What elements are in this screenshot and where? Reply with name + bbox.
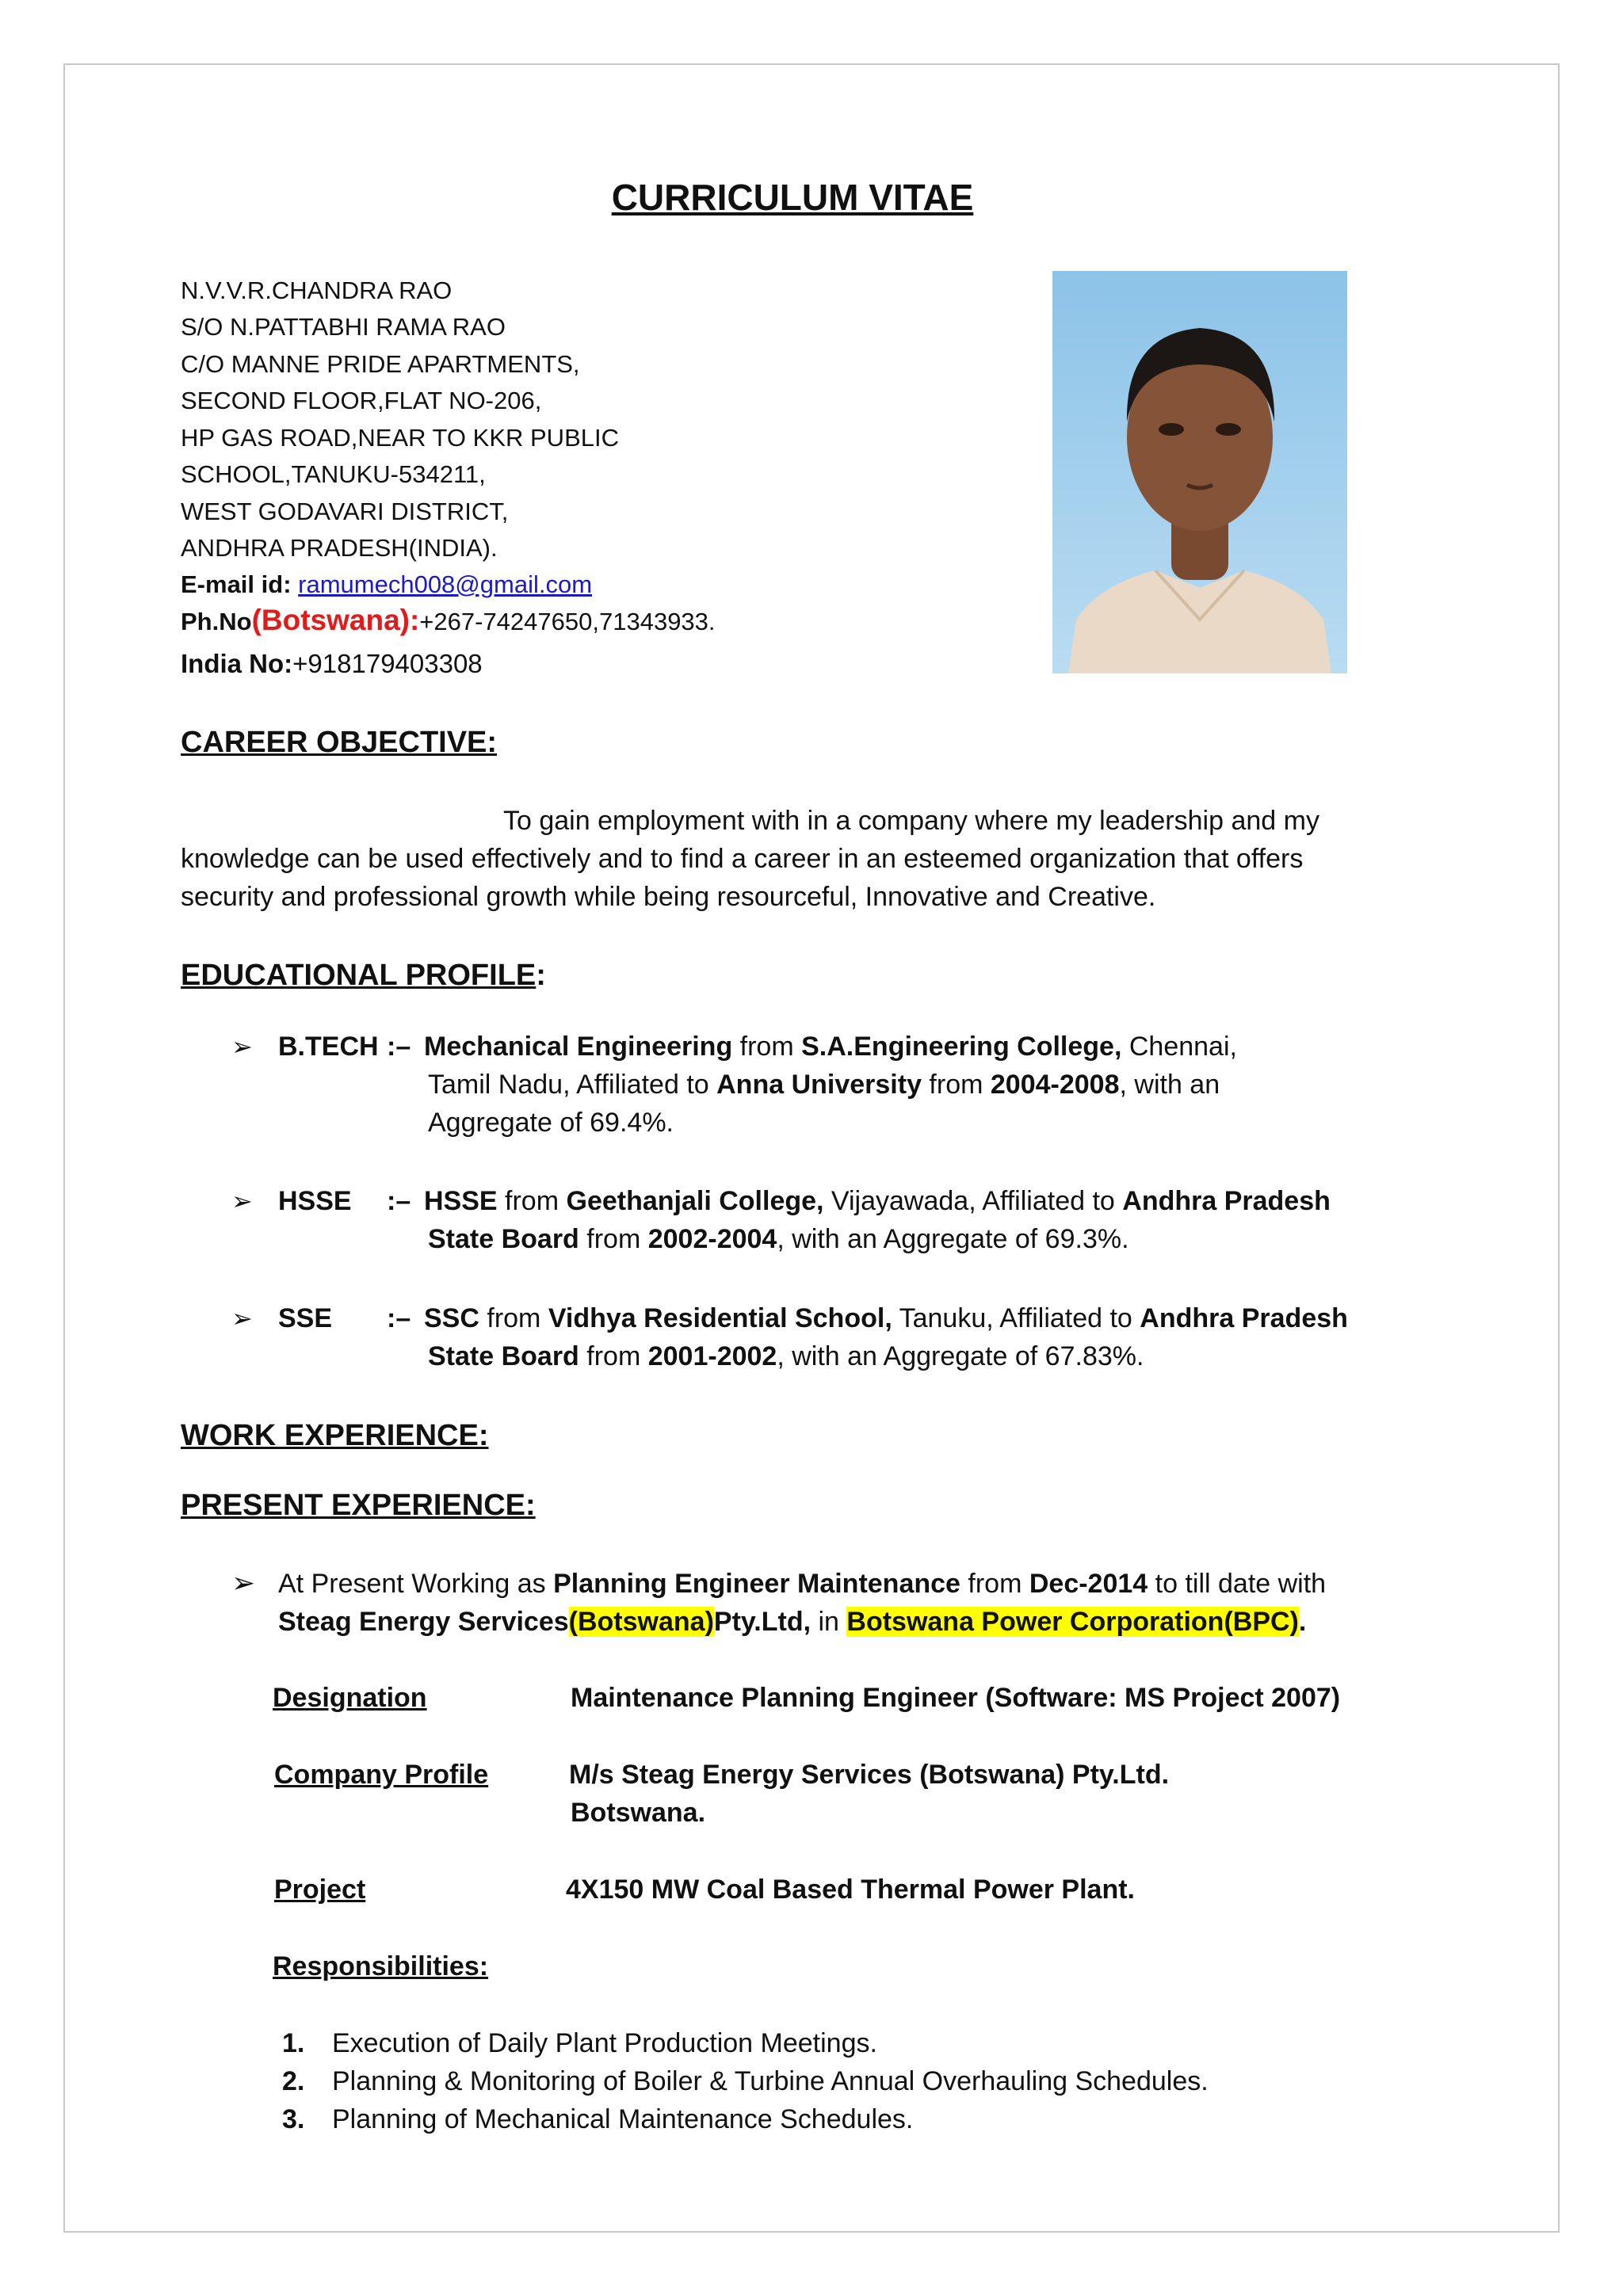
company-profile-value: Botswana. xyxy=(571,1798,706,1828)
responsibilities-label: Responsibilities: xyxy=(273,1951,489,1981)
edu-hsse-line2: State Board from 2002-2004, with an Aggregate of 69.3%. xyxy=(428,1224,1129,1254)
work-present-line2: Steag Energy Services(Botswana)Pty.Ltd, in Botswana Power Corporation(BPC). xyxy=(278,1607,1307,1637)
edu-label-sse: SSE xyxy=(278,1303,333,1333)
arrowhead-bullet-icon: ➢ xyxy=(231,1566,256,1599)
person-portrait-icon xyxy=(1052,271,1347,673)
project-value: 4X150 MW Coal Based Thermal Power Plant. xyxy=(566,1875,1136,1905)
company-profile-value: M/s Steag Energy Services (Botswana) Pty.Ltd. xyxy=(569,1760,1170,1790)
address-line: SECOND FLOOR,FLAT NO-206, xyxy=(181,387,542,414)
edu-btech-line2: Tamil Nadu, Affiliated to Anna University from 2004-2008, with an xyxy=(428,1070,1220,1100)
address-line: N.V.V.R.CHANDRA RAO xyxy=(181,277,453,304)
address-line: WEST GODAVARI DISTRICT, xyxy=(181,498,509,525)
profile-photo xyxy=(1052,271,1347,673)
address-line: HP GAS ROAD,NEAR TO KKR PUBLIC xyxy=(181,424,619,452)
india-phone-row xyxy=(181,646,483,683)
india-label: India No: xyxy=(181,649,293,678)
career-objective-text: knowledge can be used effectively and to find a career in an esteemed organization that offers xyxy=(181,844,1304,874)
phone-label: Ph.No xyxy=(181,608,252,635)
edu-sse-line1: SSC from Vidhya Residential School, Tanuku, Affiliated to Andhra Pradesh xyxy=(424,1303,1348,1333)
career-objective-text: To gain employment with in a company where my leadership and my xyxy=(503,806,1319,836)
project-label: Project xyxy=(274,1875,366,1905)
phone-country: (Botswana): xyxy=(251,604,420,636)
list-item: Execution of Daily Plant Production Meetings. xyxy=(332,2028,877,2058)
arrowhead-bullet-icon: ➢ xyxy=(231,1304,253,1333)
email-row xyxy=(181,566,592,604)
list-item: Planning & Monitoring of Boiler & Turbine Annual Overhauling Schedules. xyxy=(332,2066,1209,2096)
page-title: CURRICULUM VITAE xyxy=(611,177,974,218)
work-present-line1: At Present Working as Planning Engineer Maintenance from Dec-2014 to till date with xyxy=(278,1569,1327,1599)
email-link[interactable]: ramumech008@gmail.com xyxy=(298,570,593,598)
educational-profile-heading: EDUCATIONAL PROFILE: xyxy=(181,959,546,992)
arrowhead-bullet-icon: ➢ xyxy=(231,1032,253,1061)
email-label: E-mail id: xyxy=(181,570,292,598)
address-line: ANDHRA PRADESH(INDIA). xyxy=(181,534,498,562)
edu-hsse-line1: HSSE from Geethanjali College, Vijayawada, Affiliated to Andhra Pradesh xyxy=(424,1186,1331,1216)
work-experience-heading: WORK EXPERIENCE: xyxy=(181,1419,489,1452)
address-line: S/O N.PATTABHI RAMA RAO xyxy=(181,313,506,341)
edu-sep: :– xyxy=(387,1303,411,1333)
company-profile-label: Company Profile xyxy=(274,1760,489,1790)
india-number: +918179403308 xyxy=(292,649,483,678)
present-experience-heading: PRESENT EXPERIENCE: xyxy=(181,1489,536,1522)
list-item-number: 1. xyxy=(282,2028,305,2058)
career-objective-heading: CAREER OBJECTIVE: xyxy=(181,726,498,759)
designation-value: Maintenance Planning Engineer (Software: MS Project 2007) xyxy=(571,1683,1341,1713)
arrowhead-bullet-icon: ➢ xyxy=(231,1187,253,1215)
career-objective-text: security and professional growth while being resourceful, Innovative and Creative. xyxy=(181,882,1156,912)
edu-btech-line3: Aggregate of 69.4%. xyxy=(428,1108,674,1138)
phone-numbers: +267-74247650,71343933. xyxy=(419,608,716,635)
edu-label-hsse: HSSE xyxy=(278,1186,352,1216)
phone-row xyxy=(181,602,716,641)
list-item: Planning of Mechanical Maintenance Schedules. xyxy=(332,2104,914,2134)
edu-sep: :– xyxy=(387,1186,411,1216)
edu-sse-line2: State Board from 2001-2002, with an Aggregate of 67.83%. xyxy=(428,1341,1144,1371)
edu-sep: :– xyxy=(387,1032,411,1062)
edu-label-btech: B.TECH xyxy=(278,1032,379,1062)
edu-btech-line1: Mechanical Engineering from S.A.Engineering College, Chennai, xyxy=(424,1032,1237,1062)
address-line: SCHOOL,TANUKU-534211, xyxy=(181,460,486,488)
list-item-number: 2. xyxy=(282,2066,305,2096)
address-line: C/O MANNE PRIDE APARTMENTS, xyxy=(181,350,580,378)
list-item-number: 3. xyxy=(282,2104,305,2134)
designation-label: Designation xyxy=(273,1683,427,1713)
